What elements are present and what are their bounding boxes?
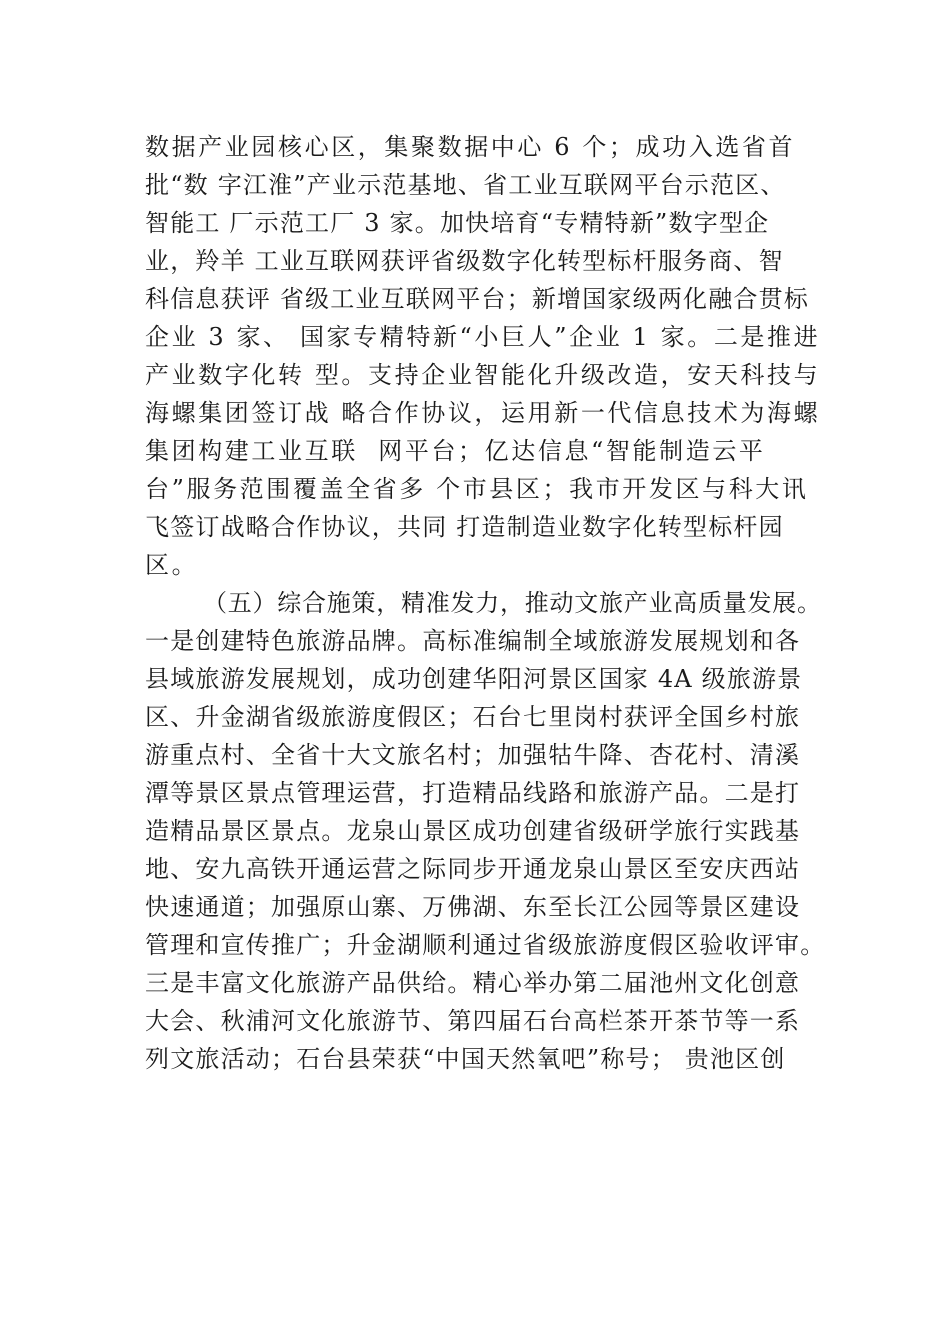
text-line: 海螺集团签订战 略合作协议，运用新一代信息技术为海螺 <box>145 399 821 427</box>
text-line: 县域旅游发展规划，成功创建华阳河景区国家 4A 级旅游景 <box>145 665 803 693</box>
text-line: 地、安九高铁开通运营之际同步开通龙泉山景区至安庆西站 <box>145 855 801 883</box>
text-line: 潭等景区景点管理运营，打造精品线路和旅游产品。二是打 <box>145 779 801 807</box>
body-text <box>145 128 825 1078</box>
text-line: 智能工 厂示范工厂 3 家。加快培育“专精特新”数字型企 <box>145 209 770 237</box>
section-heading: （五）综合施策，精准发力，推动文旅产业高质量发展。 <box>203 589 822 617</box>
text-line: 游重点村、全省十大文旅名村；加强牯牛降、杏花村、清溪 <box>145 741 801 769</box>
text-line: 一是创建特色旅游品牌。高标准编制全域旅游发展规划和各 <box>145 627 801 655</box>
text-line: 列文旅活动；石台县荣获“中国天然氧吧”称号； 贵池区创 <box>145 1045 786 1073</box>
text-line: 区。 <box>145 551 199 579</box>
text-line: 快速通道；加强原山寨、万佛湖、东至长江公园等景区建设 <box>145 893 801 921</box>
text-line: 区、升金湖省级旅游度假区；石台七里岗村获评全国乡村旅 <box>145 703 801 731</box>
text-line: 科信息获评 省级工业互联网平台；新增国家级两化融合贯标 <box>145 285 810 313</box>
text-line: 台”服务范围覆盖全省多 个市县区；我市开发区与科大讯 <box>145 475 809 503</box>
text-line: 批“数 字江淮”产业示范基地、省工业互联网平台示范区、 <box>145 171 786 199</box>
text-line: 管理和宣传推广；升金湖顺利通过省级旅游度假区验收评审。 <box>145 931 826 959</box>
text-line: 企业 3 家、 国家专精特新“小巨人”企业 1 家。二是推进 <box>145 323 821 351</box>
text-line: 飞签订战略合作协议，共同 打造制造业数字化转型标杆园 <box>145 513 784 541</box>
text-line: 产业数字化转 型。支持企业智能化升级改造，安天科技与 <box>145 361 821 389</box>
text-line: 三是丰富文化旅游产品供给。精心举办第二届池州文化创意 <box>145 969 801 997</box>
text-line: 数据产业园核心区，集聚数据中心 6 个；成功入选省首 <box>145 133 796 161</box>
text-line: 业，羚羊 工业互联网获评省级数字化转型标杆服务商、智 <box>145 247 784 275</box>
text-line: 集团构建工业互联 网平台；亿达信息“智能制造云平 <box>145 437 766 465</box>
text-line: 造精品景区景点。龙泉山景区成功创建省级研学旅行实践基 <box>145 817 801 845</box>
text-line: 大会、秋浦河文化旅游节、第四届石台高栏茶开茶节等一系 <box>145 1007 801 1035</box>
